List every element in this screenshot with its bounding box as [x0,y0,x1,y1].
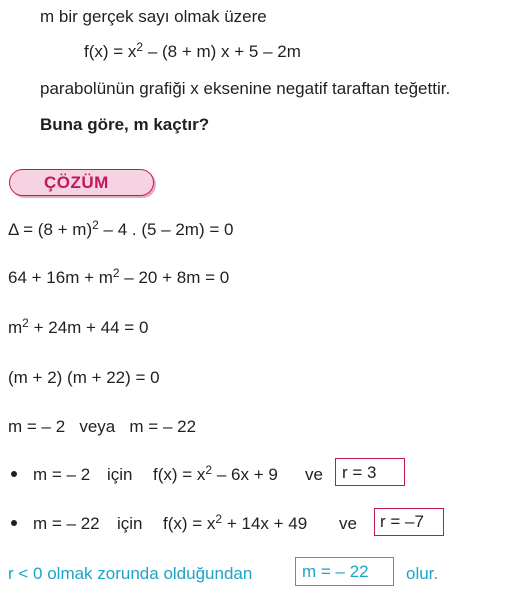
function-definition: $f(x) = x^2 - (8 + m) x + 5 - 2m$ [84,40,301,61]
case-1-ve: ve [305,465,323,484]
case-1-icin: için [107,465,133,484]
step-simplify: $m^2 + 24m + 44 = 0$ [8,316,149,337]
question-line-3: parabolünün grafiği x eksenine negatif taraftan teğettir. [40,79,451,98]
question-line-1: m bir gerçek sayı olmak üzere [40,7,267,26]
conclusion-answer: m = – 22 [302,562,369,581]
case-2-m: m = – 22 [33,514,100,533]
conclusion-prefix: r < 0 olmak zorunda olduğundan [8,564,253,583]
step-factor: (m + 2) (m + 22) = 0 [8,368,160,387]
step-roots: m = – 2 veya m = – 22 [8,417,197,436]
question-prompt: Buna göre, m kaçtır? [40,115,210,134]
case-2-icin: için [117,514,143,533]
case-1-result: r = 3 [342,463,377,482]
case-1-m: m = – 2 [33,465,91,484]
bullet-icon [11,471,17,477]
case-2-ve: ve [339,514,357,533]
step-discriminant: $\Delta = (8 + m)^2 - 4$ . (5 – 2m) = 0 [8,218,234,239]
bullet-icon [11,520,17,526]
case-1-function: $f(x) = x^2 - 6x + 9$ [153,463,278,484]
conclusion-suffix: olur. [406,564,439,583]
solution-label: ÇÖZÜM [44,173,109,192]
case-2-result: r = –7 [380,512,424,531]
step-expand: $64 + 16m + m^2 - 20 + 8m = 0$ [8,266,230,287]
solution-badge [9,169,154,196]
case-2-function: $f(x) = x^2 + 14x + 49$ [163,512,308,533]
